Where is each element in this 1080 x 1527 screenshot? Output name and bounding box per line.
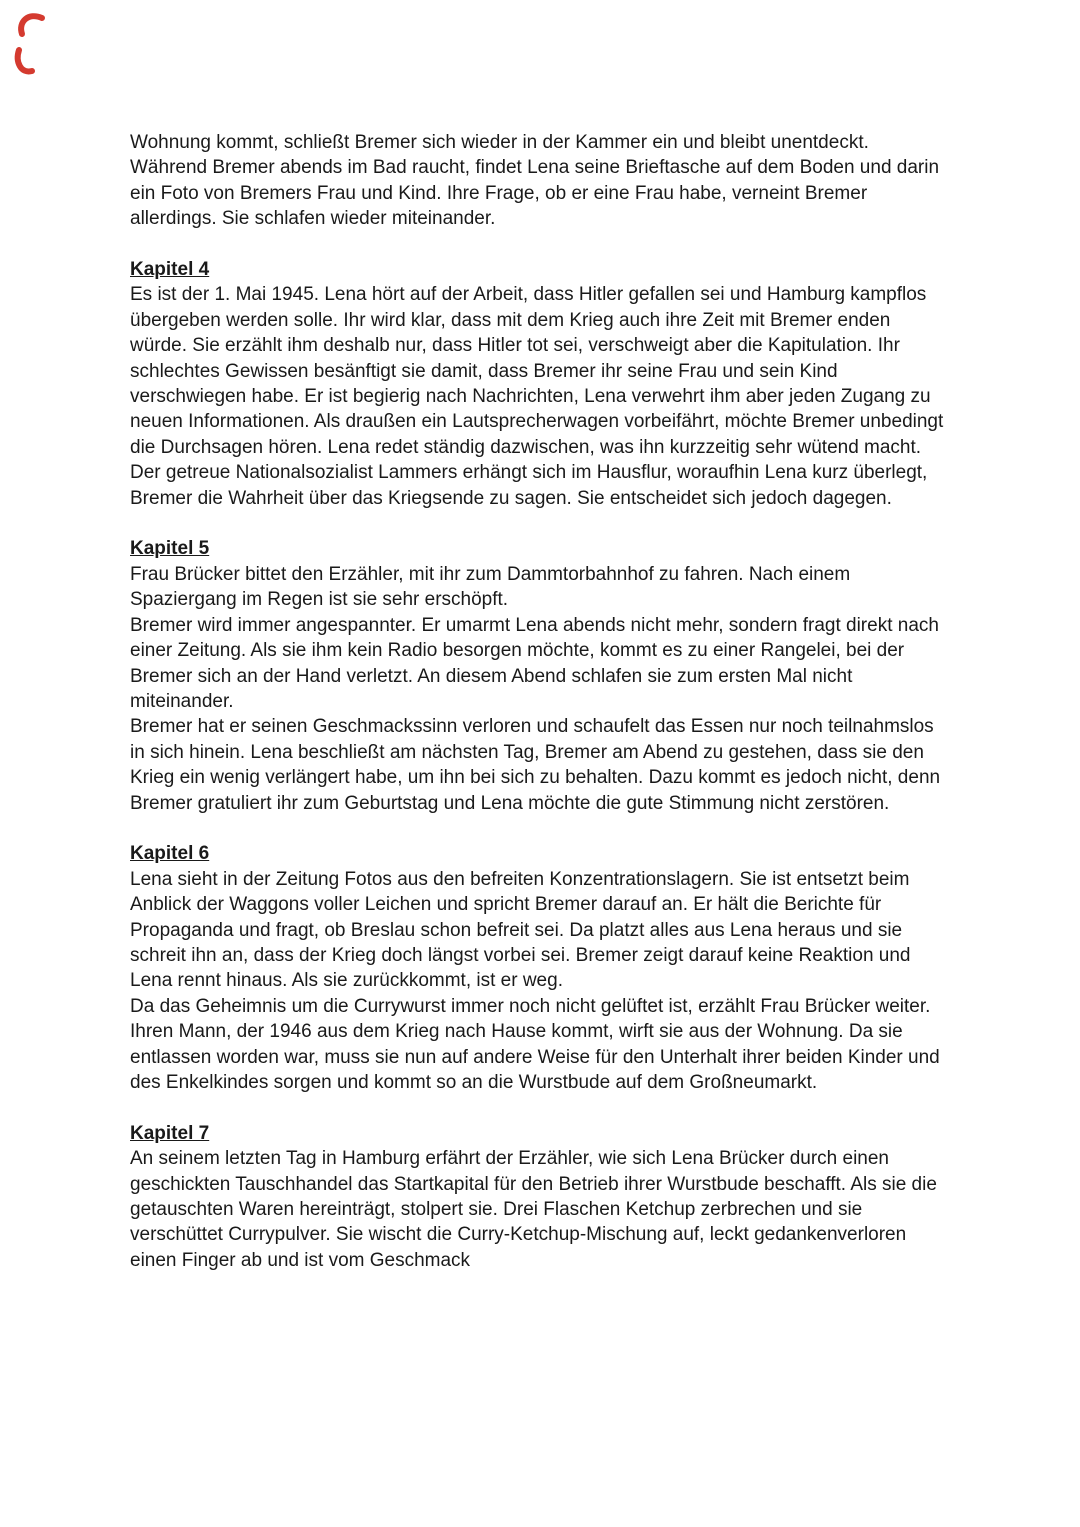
chapter-heading: Kapitel 7 <box>130 1122 210 1144</box>
paragraph: Bremer wird immer angespannter. Er umarmt Lena abends nicht mehr, sondern fragt direkt nach einer Zeitung. Als sie ihm kein Radio besorgen möchte, kommt es zu einer Rangelei, bei der Bremer sich an der Hand verletzt. An diesem Abend schlafen sie zum ersten Mal nicht miteinander. <box>130 614 939 712</box>
paragraph: Während Bremer abends im Bad raucht, findet Lena seine Brieftasche auf dem Boden und darin ein Foto von Bremers Frau und Kind. Ihre Frage, ob er eine Frau habe, verneint Bremer allerdings. Sie schlafen wieder miteinander. <box>130 157 940 230</box>
paragraph: Der getreue Nationalsozialist Lammers erhängt sich im Hausflur, woraufhin Lena kurz überlegt, Bremer die Wahrheit über das Kriegsende zu sagen. Sie entscheidet sich jedoch dagegen. <box>130 462 928 509</box>
section-kapitel-7 <box>130 1121 952 1273</box>
chapter-heading: Kapitel 6 <box>130 843 210 865</box>
section-kapitel-6 <box>130 841 952 1095</box>
paragraph: Es ist der 1. Mai 1945. Lena hört auf der Arbeit, dass Hitler gefallen sei und Hamburg kampflos übergeben werden solle. Ihr wird klar, dass mit dem Krieg auch ihre Zeit mit Bremer enden würde. Sie erzählt ihm deshalb nur, dass Hitler tot sei, verschweigt aber die Kapitulation. Ihr schlechtes Gewissen besänftigt sie damit, dass Bremer ihr seine Frau und sein Kind verschwiegen habe. Er ist begierig nach Nachrichten, Lena verwehrt ihm aber jeden Zugang zu neuen Informationen. Als draußen ein Lautsprecherwagen vorbeifährt, möchte Bremer unbedingt die Durchsagen hören. Lena redet ständig dazwischen, was ihn kurzzeitig sehr wütend macht. <box>130 284 944 458</box>
chapter-heading: Kapitel 5 <box>130 538 210 560</box>
paragraph: Bremer hat er seinen Geschmackssinn verloren und schaufelt das Essen nur noch teilnahmslos in sich hinein. Lena beschließt am nächsten Tag, Bremer am Abend zu gestehen, dass sie den Krieg ein wenig verlängert habe, um ihn bei sich zu behalten. Dazu kommt es jedoch nicht, denn Bremer gratuliert ihr zum Geburtstag und Lena möchte die gute Stimmung nicht zerstören. <box>130 716 941 814</box>
section-kapitel-4 <box>130 257 952 511</box>
paragraph: Frau Brücker bittet den Erzähler, mit ihr zum Dammtorbahnhof zu fahren. Nach einem Spaziergang im Regen ist sie sehr erschöpft. <box>130 563 851 611</box>
paragraph: Wohnung kommt, schließt Bremer sich wieder in der Kammer ein und bleibt unentdeckt. <box>130 132 869 153</box>
section-kapitel-5 <box>130 536 952 815</box>
paragraph: Lena sieht in der Zeitung Fotos aus den befreiten Konzentrationslagern. Sie ist entsetzt beim Anblick der Waggons voller Leichen und spricht Bremer darauf an. Er hält die Berichte für Propaganda und fragt, ob Breslau schon befreit sei. Da platzt alles aus Lena heraus und sie schreit ihn an, dass der Krieg doch längst vorbei sei. Bremer zeigt darauf keine Reaktion und Lena rennt hinaus. Als sie zurückkommt, ist er weg. <box>130 868 911 992</box>
red-corner-mark <box>6 4 62 84</box>
chapter-heading: Kapitel 4 <box>130 259 210 281</box>
paragraph: An seinem letzten Tag in Hamburg erfährt der Erzähler, wie sich Lena Brücker durch einen geschickten Tauschhandel das Startkapital für den Betrieb ihrer Wurstbude beschafft. Als sie die getauschten Waren hereinträgt, stolpert sie. Drei Flaschen Ketchup zerbrechen und sie verschüttet Currypulver. Sie wischt die Curry-Ketchup-Mischung auf, leckt gedankenverloren einen Finger ab und ist vom Geschmack <box>130 1148 937 1271</box>
section-continuation <box>130 130 952 232</box>
paragraph: Da das Geheimnis um die Currywurst immer noch nicht gelüftet ist, erzählt Frau Brücker weiter. Ihren Mann, der 1946 aus dem Krieg nach Hause kommt, wirft sie aus der Wohnung. Da sie entlassen worden war, muss sie nun auf andere Weise für den Unterhalt ihrer beiden Kinder und des Enkelkindes sorgen und kommt so an die Wurstbude auf dem Großneumarkt. <box>130 995 940 1093</box>
